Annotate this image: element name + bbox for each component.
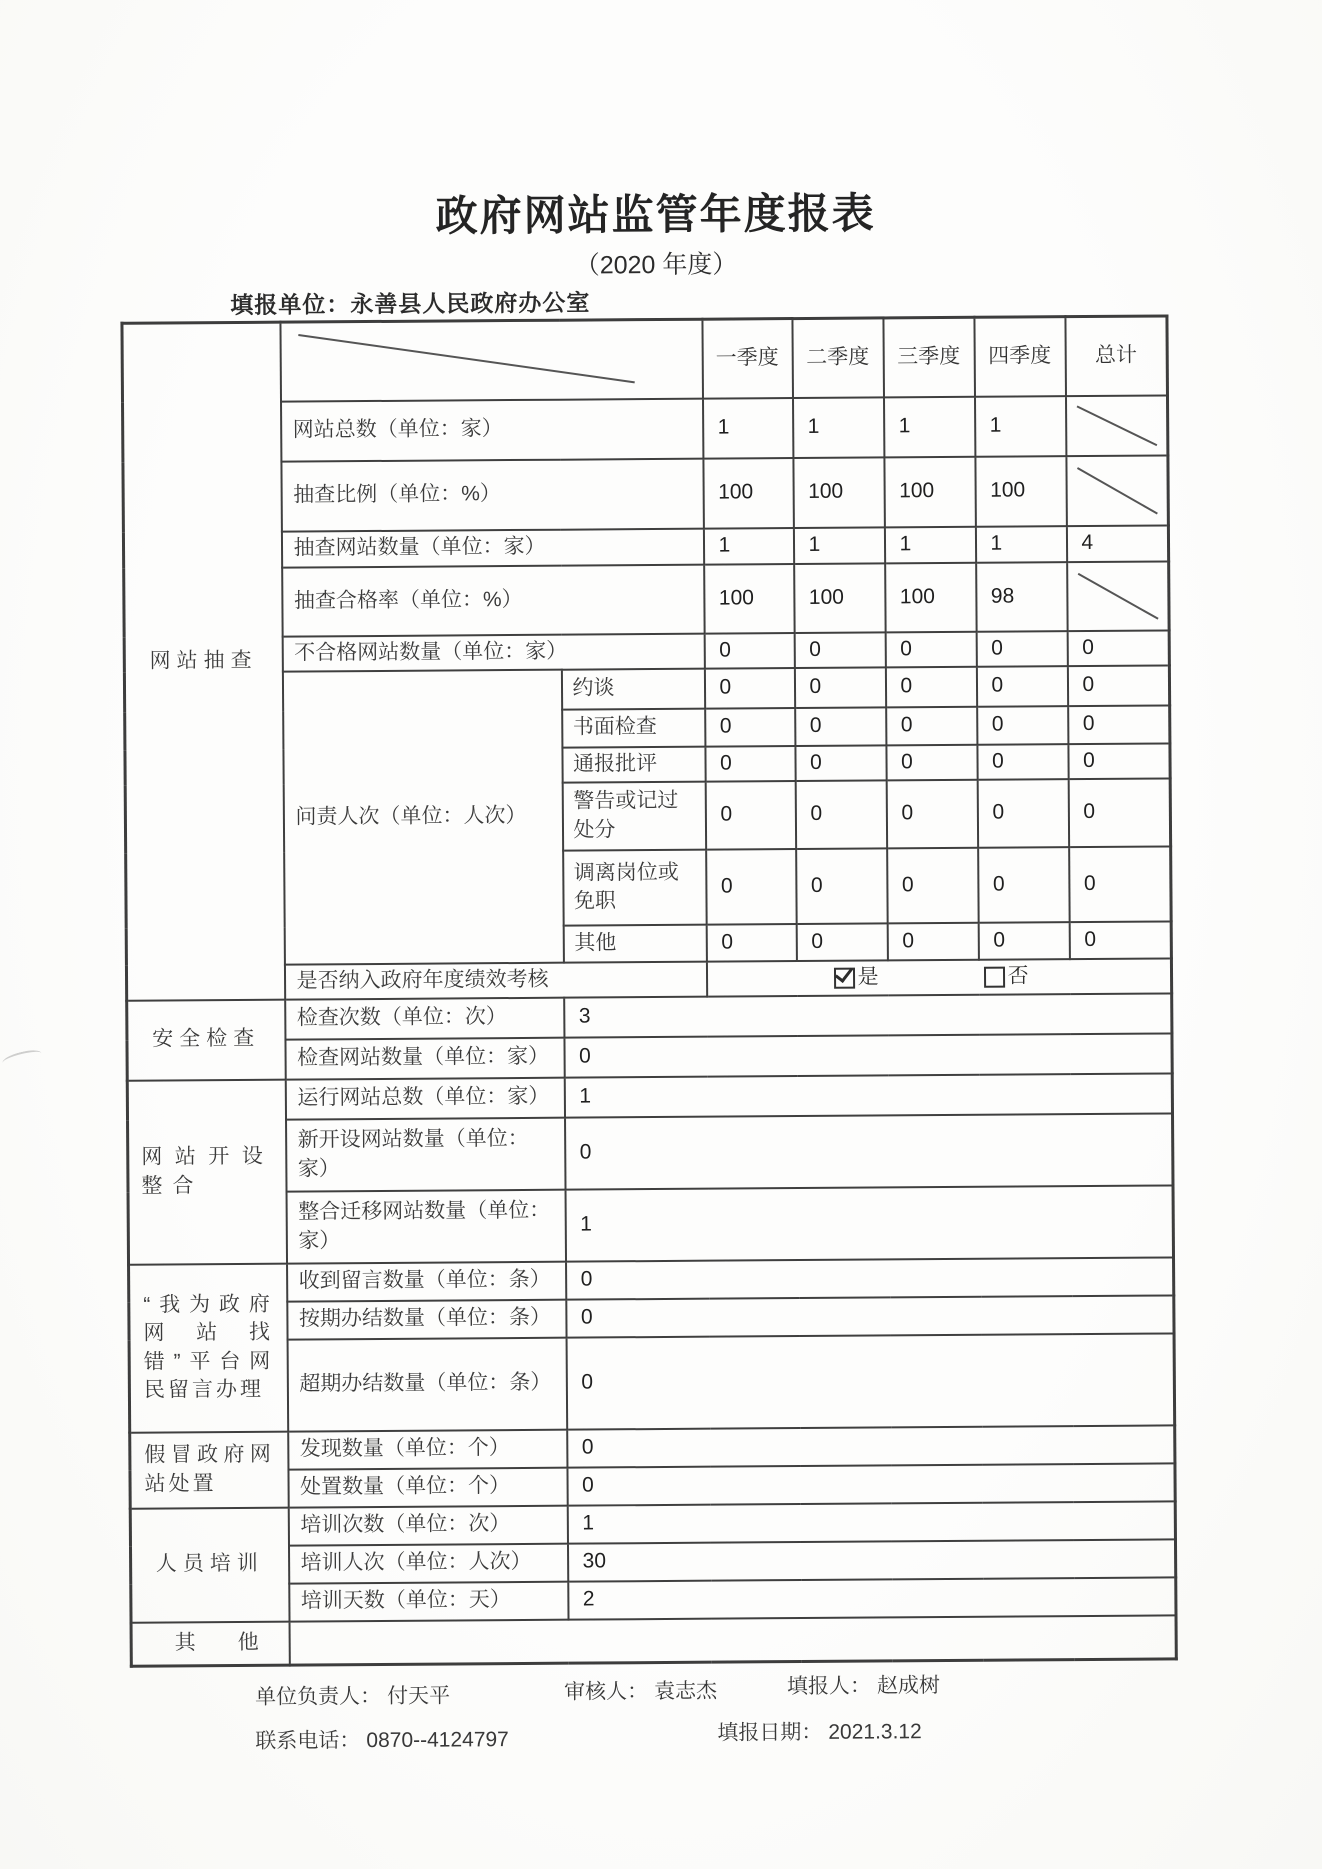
indicator-label: 培训人次（单位：人次） (288, 1543, 567, 1583)
indicator-label: 收到留言数量（单位：条） (287, 1261, 566, 1301)
assessment-options (708, 961, 1169, 993)
indicator-label: 新开设网站数量（单位：家） (286, 1117, 565, 1191)
q2-value: 0 (795, 745, 886, 781)
total-value: 4 (1066, 525, 1168, 562)
section-label-site-opening: 网站开设整合 (127, 1079, 286, 1264)
phone-label: 联系电话： (255, 1729, 361, 1753)
unit-head-value: 付天平 (386, 1684, 451, 1708)
q3-value: 0 (887, 922, 978, 960)
q4-value: 0 (978, 922, 1069, 960)
section-value: 0 (566, 1257, 1174, 1299)
col-header-q2: 二季度 (792, 318, 884, 398)
q2-value: 0 (794, 667, 885, 708)
q3-value: 0 (886, 706, 977, 745)
assessment-option-yes (833, 963, 878, 992)
q2-value: 1 (792, 397, 883, 458)
q1-value: 100 (703, 458, 793, 529)
q1-value: 0 (706, 849, 797, 925)
q3-value: 0 (885, 666, 976, 707)
q2-value: 0 (796, 923, 887, 961)
indicator-label: 处置数量（单位：个） (288, 1467, 567, 1507)
section-value: 30 (567, 1539, 1175, 1581)
indicator-label: 检查网站数量（单位：家） (285, 1037, 564, 1079)
total-value: 0 (1067, 665, 1169, 706)
q4-value: 98 (976, 562, 1067, 632)
q4-value: 1 (974, 396, 1065, 457)
reviewer-label: 审核人： (563, 1680, 649, 1704)
q1-value: 0 (704, 668, 794, 709)
sub-indicator-label: 约谈 (561, 668, 704, 709)
footer-date (717, 1715, 922, 1746)
preparer-label: 填报人： (786, 1674, 872, 1699)
total-value: 0 (1069, 921, 1171, 959)
annual-report-table (120, 314, 1177, 1667)
footer-preparer (787, 1669, 940, 1700)
row-other-section (131, 1615, 1176, 1666)
unit-head-label: 单位负责人： (254, 1684, 382, 1709)
section-value: 3 (564, 993, 1172, 1037)
diagonal-header-cell (280, 319, 703, 401)
q1-value: 0 (705, 708, 795, 747)
no-label: 否 (1007, 964, 1029, 988)
q3-value: 0 (886, 779, 977, 848)
q4-value: 1 (975, 526, 1066, 563)
section-value: 0 (566, 1333, 1175, 1429)
q3-value: 0 (886, 744, 977, 780)
total-value: 0 (1069, 846, 1172, 922)
q3-value: 0 (887, 847, 979, 923)
section-label-error-platform: “我为政府网站找错”平台网民留言办理 (129, 1263, 288, 1432)
section-label-other: 其 他 (131, 1621, 289, 1666)
col-header-q1: 一季度 (702, 319, 793, 399)
q4-value: 0 (976, 666, 1067, 707)
section-value: 1 (564, 1073, 1172, 1117)
indicator-label: 培训天数（单位：天） (289, 1581, 568, 1621)
section-value: 0 (565, 1113, 1173, 1189)
footer-reviewer (564, 1675, 717, 1706)
phone-value: 0870--4124797 (366, 1728, 509, 1753)
footer-phone (255, 1723, 509, 1755)
indicator-label: 培训次数（单位：次） (288, 1505, 567, 1545)
reporting-unit-label: 填报单位： (230, 291, 351, 318)
page-title: 政府网站监管年度报表 (435, 189, 876, 240)
q4-value: 0 (977, 706, 1068, 745)
indicator-label: 不合格网站数量（单位：家） (282, 633, 704, 671)
diagonal-line-icon (1068, 562, 1168, 630)
indicator-label: 运行网站总数（单位：家） (285, 1077, 564, 1119)
indicator-label: 发现数量（单位：个） (288, 1429, 567, 1469)
footer-unit-head (255, 1679, 450, 1710)
indicator-label: 检查次数（单位：次） (285, 997, 564, 1039)
total-value: 0 (1068, 705, 1170, 744)
diagonal-line-icon (1067, 456, 1167, 525)
q3-value: 1 (883, 396, 974, 457)
indicator-label: 抽查网站数量（单位：家） (281, 528, 703, 567)
diagonal-line-icon (1066, 396, 1166, 455)
indicator-label: 整合迁移网站数量（单位：家） (286, 1189, 565, 1263)
other-empty-cell (289, 1615, 1176, 1665)
table-header-row (122, 316, 1168, 402)
yes-label: 是 (857, 965, 879, 989)
q2-value: 1 (793, 527, 884, 564)
indicator-label: 超期办结数量（单位：条） (287, 1337, 567, 1431)
date-label: 填报日期： (717, 1720, 823, 1745)
section-value: 1 (567, 1501, 1175, 1543)
total-diagonal-cell (1067, 561, 1169, 631)
q3-value: 100 (885, 562, 976, 632)
q2-value: 0 (795, 780, 886, 849)
indicator-label: 抽查比例（单位：%） (281, 458, 703, 531)
reviewer-value: 袁志杰 (653, 1679, 718, 1704)
indicator-label: 网站总数（单位：家） (281, 398, 703, 461)
section-value: 0 (567, 1463, 1175, 1505)
date-value: 2021.3.12 (828, 1720, 922, 1744)
q1-value: 0 (706, 924, 796, 962)
q3-value: 0 (885, 631, 976, 667)
sub-indicator-label: 调离岗位或免职 (563, 849, 707, 925)
sub-indicator-label: 书面检查 (562, 708, 705, 747)
q2-value: 0 (794, 632, 885, 668)
q4-value: 0 (977, 779, 1068, 848)
total-value: 0 (1068, 778, 1170, 847)
col-header-q3: 三季度 (883, 317, 975, 397)
assessment-answer-cell (706, 958, 1171, 996)
section-label-spot-check: 网站抽查 (122, 322, 285, 1000)
section-value: 1 (565, 1185, 1173, 1261)
q4-value: 0 (976, 631, 1067, 667)
q1-value: 1 (703, 528, 793, 565)
q2-value: 0 (795, 707, 886, 746)
q1-value: 100 (704, 564, 794, 634)
indicator-label: 抽查合格率（单位：%） (282, 564, 704, 636)
q1-value: 1 (702, 398, 792, 459)
sub-indicator-label: 警告或记过处分 (562, 781, 705, 850)
reporting-unit-value: 永善县人民政府办公室 (350, 289, 591, 318)
reporting-unit-line (230, 284, 590, 320)
total-value: 0 (1068, 743, 1170, 779)
indicator-label: 按期办结数量（单位：条） (287, 1299, 566, 1339)
assessment-option-no (983, 962, 1028, 991)
q2-value: 100 (794, 563, 885, 633)
q4-value: 0 (977, 744, 1068, 780)
q2-value: 0 (796, 848, 888, 924)
checkbox-checked-icon (833, 967, 854, 988)
total-diagonal-cell (1066, 455, 1168, 526)
accountability-label: 问责人次（单位：人次） (282, 669, 563, 964)
section-label-training: 人员培训 (130, 1507, 289, 1622)
section-value: 0 (567, 1425, 1175, 1467)
section-value: 2 (568, 1577, 1176, 1619)
section-label-fake-sites: 假冒政府网站处置 (130, 1431, 289, 1508)
preparer-value: 赵成树 (876, 1674, 941, 1698)
q1-value: 0 (705, 781, 795, 850)
section-value: 0 (564, 1033, 1172, 1077)
diagonal-line-icon (281, 321, 702, 400)
q1-value: 0 (704, 633, 794, 669)
total-diagonal-cell (1065, 395, 1167, 456)
sub-indicator-label: 其他 (563, 924, 706, 962)
col-header-q4: 四季度 (974, 317, 1066, 397)
assessment-label: 是否纳入政府年度绩效考核 (284, 961, 706, 999)
sub-indicator-label: 通报批评 (562, 746, 705, 782)
q4-value: 0 (978, 847, 1070, 923)
page-subtitle: （2020 年度） (574, 250, 738, 280)
q4-value: 100 (975, 456, 1066, 527)
section-value: 0 (566, 1295, 1174, 1337)
checkbox-empty-icon (983, 966, 1004, 987)
col-header-total: 总计 (1065, 316, 1168, 396)
section-label-security-check: 安全检查 (127, 999, 286, 1080)
q3-value: 100 (884, 456, 975, 527)
q2-value: 100 (793, 457, 884, 528)
q1-value: 0 (705, 746, 795, 782)
q3-value: 1 (884, 526, 975, 563)
total-value: 0 (1067, 630, 1169, 666)
